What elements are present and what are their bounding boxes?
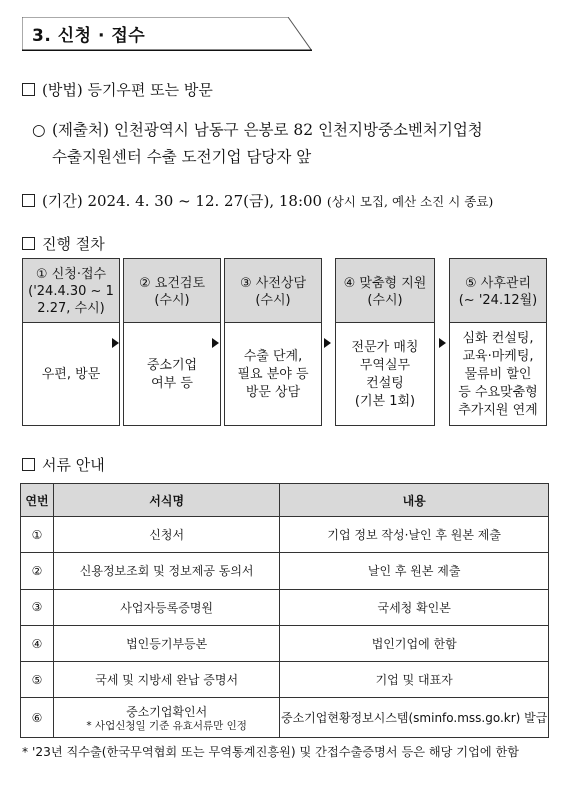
procedure-step-4 [335,258,435,426]
step-body [225,323,321,426]
step-title: ④ 맞춤형 지원 [343,276,427,291]
period-label: (기간) 2024. 4. 30 ~ 12. 27(금), 18:00 [42,192,323,210]
row-name: 국세 및 지방세 완납 증명서 [53,662,279,698]
row-content: 법인기업에 한함 [280,625,549,661]
period-note: (상시 모집, 예산 소진 시 종료) [326,194,494,209]
step-head [450,259,546,323]
step-body [124,323,220,426]
section-title: 3. 신청 · 접수 [32,26,146,46]
step-subtitle: ('24.4.30 ~ 1 [28,284,114,299]
submit-line-2 [52,145,311,167]
step-title: ⑤ 사후관리 [464,276,532,291]
step-body-line: 여부 등 [151,375,193,391]
procedure-heading: 진행 절차 [42,235,105,253]
section-header [22,17,312,51]
row-no: ④ [21,625,54,661]
row-content: 날인 후 원본 제출 [280,553,549,589]
method-label: (방법) 등기우편 또는 방문 [42,81,213,99]
step-body-line: 물류비 할인 [464,366,532,382]
row-name-cell [53,698,279,738]
step-title: ① 신청·접수 [35,267,107,282]
table-row [21,553,549,589]
checkbox-square-icon [22,83,35,96]
procedure-step-3 [224,258,322,426]
step-title: ③ 사전상담 [239,276,307,291]
procedure-step-2 [123,258,221,426]
row-name: 신청서 [53,517,279,553]
checkbox-square-icon [22,237,35,250]
step-body-line: 추가지원 연계 [458,402,538,418]
procedure-step-1 [22,258,120,426]
column-header-no: 연번 [21,484,54,517]
step-body-line: 필요 분야 등 [237,366,309,382]
arrow-right-icon [324,338,331,348]
circle-bullet-icon: ○ [32,121,46,139]
row-content: 기업 및 대표자 [280,662,549,698]
submit-to-line2: 수출지원센터 수출 도전기업 담당자 앞 [52,148,312,166]
row-content: 국세청 확인본 [280,589,549,625]
arrow-right-icon [112,338,119,348]
method-line [22,79,213,100]
row-name: 법인등기부등본 [53,625,279,661]
step-body-line: 컨설팅 [366,375,404,391]
step-head [225,259,321,323]
arrow-right-icon [439,338,446,348]
submit-to-line1: (제출처) 인천광역시 남동구 은봉로 82 인천지방중소벤처기업청 [52,121,483,139]
footnote: * '23년 직수출(한국무역협회 또는 무역통계진흥원) 및 간접수출증명서 등은 해당 기업에 한함 [22,745,520,759]
table-row [21,698,549,738]
step-subtitle: (수시) [367,293,403,308]
step-body-line: 심화 컨설팅, [462,330,534,346]
step-head [336,259,434,323]
step-body-line: 방문 상담 [245,384,301,400]
row-name: 사업자등록증명원 [53,589,279,625]
step-title: ② 요건검토 [138,276,206,291]
step-subtitle-2: 2.27, 수시) [37,301,105,316]
step-head [124,259,220,323]
step-subtitle: (~ '24.12월) [458,293,538,308]
row-no: ⑥ [21,698,54,738]
table-row [21,517,549,553]
table-row [21,589,549,625]
row-no: ① [21,517,54,553]
step-body-line: 무역실무 [359,357,411,373]
procedure-step-5 [449,258,547,426]
step-body [450,323,546,426]
table-row [21,625,549,661]
step-body [336,323,434,426]
step-subtitle: (수시) [154,293,190,308]
period-line [22,190,493,211]
step-body-line: 수출 단계, [243,348,303,364]
documents-heading-line [22,454,105,475]
step-body-line: (기본 1회) [354,393,416,409]
arrow-right-icon [212,338,219,348]
step-body-line: 등 수요맞춤형 [458,384,538,400]
column-header-content: 내용 [280,484,549,517]
step-body-line: 전문가 매칭 [351,339,419,355]
row-content: 기업 정보 작성·날인 후 원본 제출 [280,517,549,553]
row-content: 중소기업현황정보시스템(sminfo.mss.go.kr) 발급 [280,698,549,738]
checkbox-square-icon [22,458,35,471]
submit-line-1 [32,118,483,140]
procedure-heading-line [22,233,105,254]
table-row [21,662,549,698]
step-body-line: 교육·마케팅, [462,348,534,364]
row-name: 신용정보조회 및 정보제공 동의서 [53,553,279,589]
row-no: ③ [21,589,54,625]
step-body [23,323,119,426]
row-name: 중소기업확인서 [126,704,208,719]
documents-heading: 서류 안내 [42,456,105,474]
row-no: ⑤ [21,662,54,698]
row-name-note: * 사업신청일 기준 유효서류만 인정 [86,719,247,732]
step-subtitle: (수시) [255,293,291,308]
step-head [23,259,119,323]
step-body-line: 우편, 방문 [41,366,101,382]
step-body-line: 중소기업 [146,357,198,373]
row-no: ② [21,553,54,589]
checkbox-square-icon [22,194,35,207]
column-header-name: 서식명 [53,484,279,517]
documents-table [20,483,549,738]
table-header-row [21,484,549,517]
